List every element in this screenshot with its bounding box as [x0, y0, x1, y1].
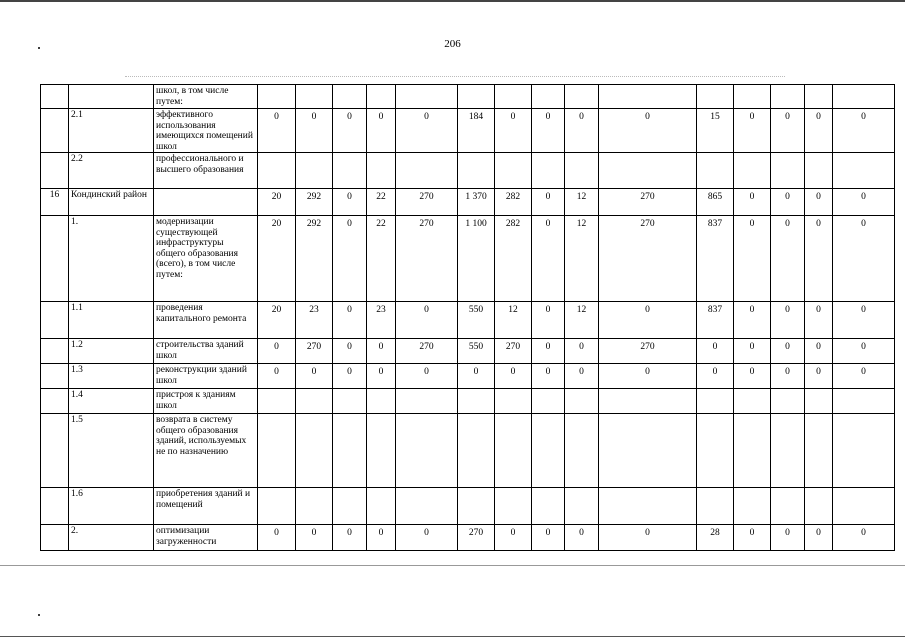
value-cell: 1 370	[458, 189, 495, 216]
value-cell: 270	[599, 339, 697, 364]
value-cell	[532, 389, 565, 414]
margin-mark	[38, 47, 40, 49]
value-cell	[734, 414, 771, 488]
row-code-cell: 2.	[69, 525, 154, 551]
value-cell	[367, 153, 396, 189]
value-cell: 0	[805, 109, 833, 153]
row-code-cell: 2.1	[69, 109, 154, 153]
value-cell: 0	[495, 109, 532, 153]
table-row	[41, 85, 895, 109]
value-cell: 0	[833, 302, 895, 339]
value-cell: 0	[333, 364, 367, 389]
value-cell	[833, 389, 895, 414]
value-cell	[333, 488, 367, 525]
row-code-cell: 1.5	[69, 414, 154, 488]
value-cell: 0	[771, 189, 805, 216]
value-cell	[296, 414, 333, 488]
value-cell: 0	[805, 364, 833, 389]
value-cell: 0	[833, 216, 895, 302]
value-cell: 0	[771, 216, 805, 302]
value-cell: 270	[458, 525, 495, 551]
value-cell: 23	[296, 302, 333, 339]
table-row	[41, 302, 895, 339]
value-cell: 12	[565, 216, 599, 302]
value-cell	[495, 85, 532, 109]
value-cell: 12	[565, 189, 599, 216]
row-index-cell	[41, 85, 69, 109]
value-cell: 0	[697, 364, 734, 389]
table-body	[41, 85, 895, 551]
value-cell: 282	[495, 216, 532, 302]
value-cell: 0	[296, 109, 333, 153]
bottom-scan-edge	[0, 636, 905, 637]
value-cell: 0	[367, 364, 396, 389]
row-index-cell: 16	[41, 189, 69, 216]
value-cell	[296, 85, 333, 109]
value-cell: 0	[771, 525, 805, 551]
row-index-cell	[41, 339, 69, 364]
value-cell: 270	[495, 339, 532, 364]
value-cell: 15	[697, 109, 734, 153]
value-cell: 0	[495, 364, 532, 389]
value-cell: 0	[532, 109, 565, 153]
value-cell	[805, 488, 833, 525]
value-cell	[258, 414, 296, 488]
value-cell	[565, 488, 599, 525]
value-cell: 0	[697, 339, 734, 364]
row-name-cell: модернизации существующей инфраструктуры общего образования (всего), в том числе путем:	[154, 216, 258, 302]
value-cell: 0	[599, 302, 697, 339]
table-row	[41, 488, 895, 525]
row-name-cell: школ, в том числе путем:	[154, 85, 258, 109]
page-number: 206	[444, 38, 461, 50]
value-cell	[833, 414, 895, 488]
row-name-cell: реконструкции зданий школ	[154, 364, 258, 389]
value-cell: 0	[771, 364, 805, 389]
table-row	[41, 525, 895, 551]
value-cell: 270	[396, 189, 458, 216]
value-cell: 1 100	[458, 216, 495, 302]
row-name-cell: строительства зданий школ	[154, 339, 258, 364]
value-cell	[458, 153, 495, 189]
table-row	[41, 109, 895, 153]
value-cell: 0	[734, 216, 771, 302]
value-cell	[333, 414, 367, 488]
value-cell	[296, 488, 333, 525]
value-cell: 0	[833, 364, 895, 389]
row-name-cell: приобретения зданий и помещений	[154, 488, 258, 525]
value-cell: 0	[396, 525, 458, 551]
value-cell: 270	[296, 339, 333, 364]
value-cell	[734, 153, 771, 189]
value-cell	[565, 153, 599, 189]
value-cell: 0	[805, 339, 833, 364]
value-cell: 0	[833, 189, 895, 216]
value-cell	[771, 153, 805, 189]
value-cell	[833, 488, 895, 525]
row-name-cell: эффективного использования имеющихся помещений школ	[154, 109, 258, 153]
value-cell: 0	[734, 364, 771, 389]
value-cell: 22	[367, 189, 396, 216]
value-cell	[734, 488, 771, 525]
value-cell: 837	[697, 216, 734, 302]
table-row	[41, 189, 895, 216]
value-cell: 0	[599, 109, 697, 153]
value-cell	[599, 85, 697, 109]
value-cell: 270	[396, 216, 458, 302]
row-name-cell: проведения капитального ремонта	[154, 302, 258, 339]
row-code-cell: 1.2	[69, 339, 154, 364]
value-cell: 0	[258, 339, 296, 364]
value-cell: 0	[532, 216, 565, 302]
value-cell	[599, 414, 697, 488]
data-table-wrapper	[40, 84, 895, 551]
value-cell	[599, 153, 697, 189]
value-cell	[258, 389, 296, 414]
value-cell: 0	[771, 302, 805, 339]
value-cell: 0	[734, 525, 771, 551]
value-cell: 0	[565, 525, 599, 551]
value-cell: 270	[599, 216, 697, 302]
value-cell	[532, 414, 565, 488]
value-cell	[532, 488, 565, 525]
value-cell: 292	[296, 216, 333, 302]
value-cell: 0	[599, 364, 697, 389]
value-cell	[258, 153, 296, 189]
row-code-cell: Кондинский район	[69, 189, 154, 216]
value-cell: 0	[367, 339, 396, 364]
row-code-cell: 1.1	[69, 302, 154, 339]
value-cell	[771, 488, 805, 525]
row-code-cell: 1.6	[69, 488, 154, 525]
value-cell: 20	[258, 302, 296, 339]
value-cell	[599, 389, 697, 414]
value-cell	[532, 85, 565, 109]
value-cell: 0	[565, 339, 599, 364]
value-cell: 0	[734, 109, 771, 153]
row-code-cell	[69, 85, 154, 109]
value-cell	[333, 85, 367, 109]
row-index-cell	[41, 389, 69, 414]
value-cell: 12	[565, 302, 599, 339]
value-cell: 0	[599, 525, 697, 551]
value-cell: 0	[333, 339, 367, 364]
table-row	[41, 216, 895, 302]
value-cell: 0	[833, 109, 895, 153]
value-cell	[258, 85, 296, 109]
value-cell	[771, 414, 805, 488]
value-cell: 12	[495, 302, 532, 339]
row-name-cell: пристроя к зданиям школ	[154, 389, 258, 414]
value-cell	[367, 488, 396, 525]
row-index-cell	[41, 488, 69, 525]
table-row	[41, 153, 895, 189]
row-code-cell: 1.4	[69, 389, 154, 414]
value-cell	[367, 389, 396, 414]
value-cell: 0	[258, 525, 296, 551]
table-separator	[0, 565, 905, 566]
value-cell: 23	[367, 302, 396, 339]
value-cell	[296, 389, 333, 414]
row-code-cell: 2.2	[69, 153, 154, 189]
value-cell	[565, 414, 599, 488]
value-cell: 0	[333, 216, 367, 302]
value-cell: 0	[258, 364, 296, 389]
value-cell: 0	[771, 109, 805, 153]
value-cell	[458, 85, 495, 109]
value-cell: 28	[697, 525, 734, 551]
value-cell: 0	[258, 109, 296, 153]
value-cell: 0	[833, 525, 895, 551]
value-cell: 270	[599, 189, 697, 216]
value-cell: 0	[396, 302, 458, 339]
value-cell	[258, 488, 296, 525]
value-cell: 0	[495, 525, 532, 551]
value-cell	[697, 389, 734, 414]
value-cell: 0	[333, 189, 367, 216]
value-cell: 0	[333, 525, 367, 551]
value-cell	[396, 488, 458, 525]
value-cell	[565, 389, 599, 414]
value-cell	[833, 153, 895, 189]
value-cell: 184	[458, 109, 495, 153]
margin-mark-lower	[38, 614, 40, 616]
value-cell	[805, 85, 833, 109]
value-cell: 0	[532, 525, 565, 551]
value-cell	[333, 389, 367, 414]
row-name-cell: оптимизации загруженности	[154, 525, 258, 551]
row-index-cell	[41, 302, 69, 339]
value-cell: 0	[565, 109, 599, 153]
value-cell: 0	[532, 189, 565, 216]
value-cell: 550	[458, 339, 495, 364]
value-cell: 0	[805, 302, 833, 339]
table-row	[41, 389, 895, 414]
top-scan-edge	[0, 0, 905, 2]
value-cell: 0	[805, 216, 833, 302]
value-cell	[771, 85, 805, 109]
value-cell: 292	[296, 189, 333, 216]
row-index-cell	[41, 364, 69, 389]
value-cell	[599, 488, 697, 525]
value-cell	[833, 85, 895, 109]
table-row	[41, 364, 895, 389]
value-cell: 0	[805, 189, 833, 216]
value-cell	[495, 389, 532, 414]
value-cell: 0	[333, 302, 367, 339]
value-cell: 0	[333, 109, 367, 153]
value-cell: 0	[805, 525, 833, 551]
value-cell	[458, 488, 495, 525]
value-cell	[805, 389, 833, 414]
value-cell: 0	[771, 339, 805, 364]
value-cell	[396, 389, 458, 414]
value-cell: 550	[458, 302, 495, 339]
value-cell: 837	[697, 302, 734, 339]
value-cell: 0	[833, 339, 895, 364]
value-cell	[697, 153, 734, 189]
value-cell	[495, 153, 532, 189]
value-cell: 0	[734, 339, 771, 364]
value-cell: 865	[697, 189, 734, 216]
value-cell	[734, 85, 771, 109]
value-cell	[396, 414, 458, 488]
table-row	[41, 339, 895, 364]
value-cell	[396, 85, 458, 109]
value-cell: 0	[734, 189, 771, 216]
value-cell: 0	[367, 109, 396, 153]
value-cell	[333, 153, 367, 189]
value-cell: 0	[532, 364, 565, 389]
row-name-cell: возврата в систему общего образования зданий, используемых не по назначению	[154, 414, 258, 488]
faint-header-trace	[125, 76, 785, 77]
value-cell	[565, 85, 599, 109]
row-index-cell	[41, 414, 69, 488]
value-cell	[697, 414, 734, 488]
value-cell: 20	[258, 189, 296, 216]
value-cell	[458, 414, 495, 488]
value-cell	[495, 488, 532, 525]
value-cell	[697, 85, 734, 109]
value-cell: 22	[367, 216, 396, 302]
value-cell: 0	[532, 339, 565, 364]
value-cell	[458, 389, 495, 414]
value-cell: 0	[296, 525, 333, 551]
value-cell: 0	[532, 302, 565, 339]
value-cell	[396, 153, 458, 189]
value-cell	[296, 153, 333, 189]
value-cell	[697, 488, 734, 525]
value-cell: 0	[565, 364, 599, 389]
value-cell: 20	[258, 216, 296, 302]
value-cell	[367, 85, 396, 109]
value-cell	[805, 414, 833, 488]
row-index-cell	[41, 525, 69, 551]
value-cell: 0	[396, 109, 458, 153]
value-cell	[734, 389, 771, 414]
row-index-cell	[41, 153, 69, 189]
row-index-cell	[41, 216, 69, 302]
value-cell	[805, 153, 833, 189]
row-name-cell	[154, 189, 258, 216]
row-index-cell	[41, 109, 69, 153]
value-cell: 0	[396, 364, 458, 389]
value-cell: 270	[396, 339, 458, 364]
data-table	[40, 84, 895, 551]
row-name-cell: профессионального и высшего образования	[154, 153, 258, 189]
value-cell	[367, 414, 396, 488]
value-cell: 0	[296, 364, 333, 389]
value-cell: 0	[367, 525, 396, 551]
value-cell	[532, 153, 565, 189]
value-cell: 0	[734, 302, 771, 339]
row-code-cell: 1.3	[69, 364, 154, 389]
row-code-cell: 1.	[69, 216, 154, 302]
table-row	[41, 414, 895, 488]
value-cell	[771, 389, 805, 414]
value-cell: 0	[458, 364, 495, 389]
value-cell: 282	[495, 189, 532, 216]
value-cell	[495, 414, 532, 488]
